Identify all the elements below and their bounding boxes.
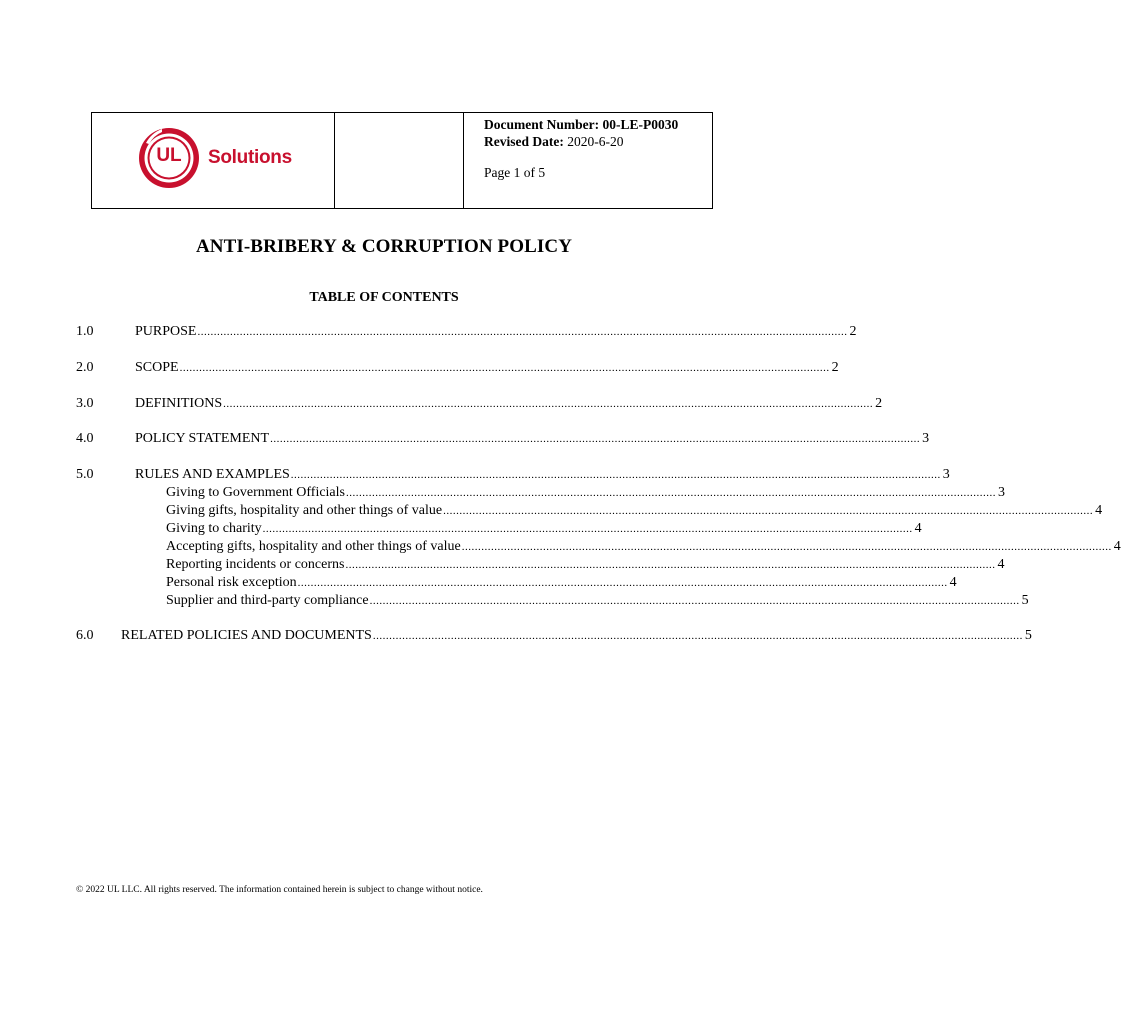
document-number-line <box>484 116 712 133</box>
toc-entry-rules-and-examples[interactable] <box>76 466 950 484</box>
toc-leader-dots: ........................................................................................................................................................................................................ <box>262 523 913 535</box>
page-number: Page 1 of 5 <box>484 165 546 180</box>
document-title: ANTI-BRIBERY & CORRUPTION POLICY <box>195 236 573 257</box>
toc-subentry-government-officials[interactable] <box>166 484 1005 502</box>
toc-entry-label: Reporting incidents or concerns <box>166 557 345 572</box>
revised-date-label: Revised Date: <box>484 134 564 149</box>
toc-section-number: 5.0 <box>76 467 94 482</box>
toc-entry-label: DEFINITIONS <box>135 396 223 411</box>
toc-leader-dots: ........................................................................................................................................................................................................ <box>270 433 921 445</box>
toc-entry-scope[interactable] <box>76 359 839 377</box>
logo-mark-text: UL <box>156 145 182 166</box>
toc-page-number: 2 <box>849 324 857 339</box>
toc-page-number: 3 <box>922 431 930 446</box>
toc-subentry-personal-risk-exception[interactable] <box>166 574 957 592</box>
toc-leader-dots: ........................................................................................................................................................................................................ <box>369 595 1020 607</box>
toc-leader-dots: ........................................................................................................................................................................................................ <box>223 398 874 410</box>
toc-page-number: 2 <box>831 360 839 375</box>
logo-text: Solutions <box>208 147 292 168</box>
document-header-table <box>91 112 713 209</box>
toc-entry-label: PURPOSE <box>135 324 197 339</box>
copyright-footer: © 2022 UL LLC. All rights reserved. The information contained herein is subject to change without notice. <box>76 885 483 895</box>
toc-subentry-reporting-incidents[interactable] <box>166 556 1005 574</box>
toc-page-number: 3 <box>942 467 950 482</box>
toc-entry-label: SCOPE <box>135 360 179 375</box>
revised-date-value: 2020-6-20 <box>567 134 624 149</box>
toc-page-number: 4 <box>914 521 922 536</box>
toc-section-number: 3.0 <box>76 396 94 411</box>
toc-entry-label: POLICY STATEMENT <box>135 431 270 446</box>
ul-solutions-logo <box>136 125 292 191</box>
toc-page-number: 4 <box>949 575 957 590</box>
toc-entry-label: Giving to charity <box>166 521 262 536</box>
toc-page-number: 5 <box>1024 628 1032 643</box>
toc-entry-label: Supplier and third-party compliance <box>166 593 369 608</box>
toc-subentry-giving-to-charity[interactable] <box>166 520 922 538</box>
toc-page-number: 4 <box>997 557 1005 572</box>
toc-entry-label: Giving gifts, hospitality and other things of value <box>166 503 443 518</box>
logo-cell <box>92 113 335 208</box>
toc-section-number: 4.0 <box>76 431 94 446</box>
toc-leader-dots: ........................................................................................................................................................................................................ <box>297 577 948 589</box>
toc-entry-label: RELATED POLICIES AND DOCUMENTS <box>121 628 372 643</box>
toc-leader-dots: ........................................................................................................................................................................................................ <box>179 362 830 374</box>
toc-section-number: 1.0 <box>76 324 94 339</box>
document-info-cell <box>464 113 712 208</box>
toc-leader-dots: ........................................................................................................................................................................................................ <box>346 487 996 499</box>
toc-subentry-accepting-gifts[interactable] <box>166 538 1121 556</box>
ul-logo-mark-icon <box>136 125 202 191</box>
toc-entry-label: Personal risk exception <box>166 575 297 590</box>
toc-heading: TABLE OF CONTENTS <box>309 290 459 305</box>
toc-page-number: 3 <box>998 485 1005 500</box>
toc-entry-related-policies[interactable] <box>76 627 1032 645</box>
toc-leader-dots: ........................................................................................................................................................................................................ <box>345 559 996 571</box>
toc-subentry-giving-gifts[interactable] <box>166 502 1103 520</box>
toc-section-number: 2.0 <box>76 360 94 375</box>
toc-leader-dots: ........................................................................................................................................................................................................ <box>197 326 848 338</box>
toc-page-number: 5 <box>1021 593 1029 608</box>
toc-page-number: 4 <box>1095 503 1103 518</box>
toc-subentry-supplier-compliance[interactable] <box>166 592 1029 610</box>
toc-leader-dots: ........................................................................................................................................................................................................ <box>290 469 941 481</box>
toc-entry-definitions[interactable] <box>76 395 883 413</box>
toc-entry-label: Accepting gifts, hospitality and other things of value <box>166 539 461 554</box>
toc-leader-dots: ........................................................................................................................................................................................................ <box>372 630 1023 642</box>
toc-page-number: 2 <box>875 396 883 411</box>
toc-leader-dots: ........................................................................................................................................................................................................ <box>461 541 1112 553</box>
document-number-label: Document Number: <box>484 117 600 132</box>
toc-leader-dots: ........................................................................................................................................................................................................ <box>443 505 1094 517</box>
toc-entry-label: RULES AND EXAMPLES <box>135 467 290 482</box>
toc-section-number: 6.0 <box>76 628 94 643</box>
toc-entry-purpose[interactable] <box>76 323 857 341</box>
empty-header-cell <box>335 113 464 208</box>
toc-page-number: 4 <box>1113 539 1121 554</box>
toc-entry-policy-statement[interactable] <box>76 430 930 448</box>
document-number-value: 00-LE-P0030 <box>602 117 679 132</box>
revised-date-line <box>484 133 712 150</box>
toc-entry-label: Giving to Government Officials <box>166 485 345 500</box>
